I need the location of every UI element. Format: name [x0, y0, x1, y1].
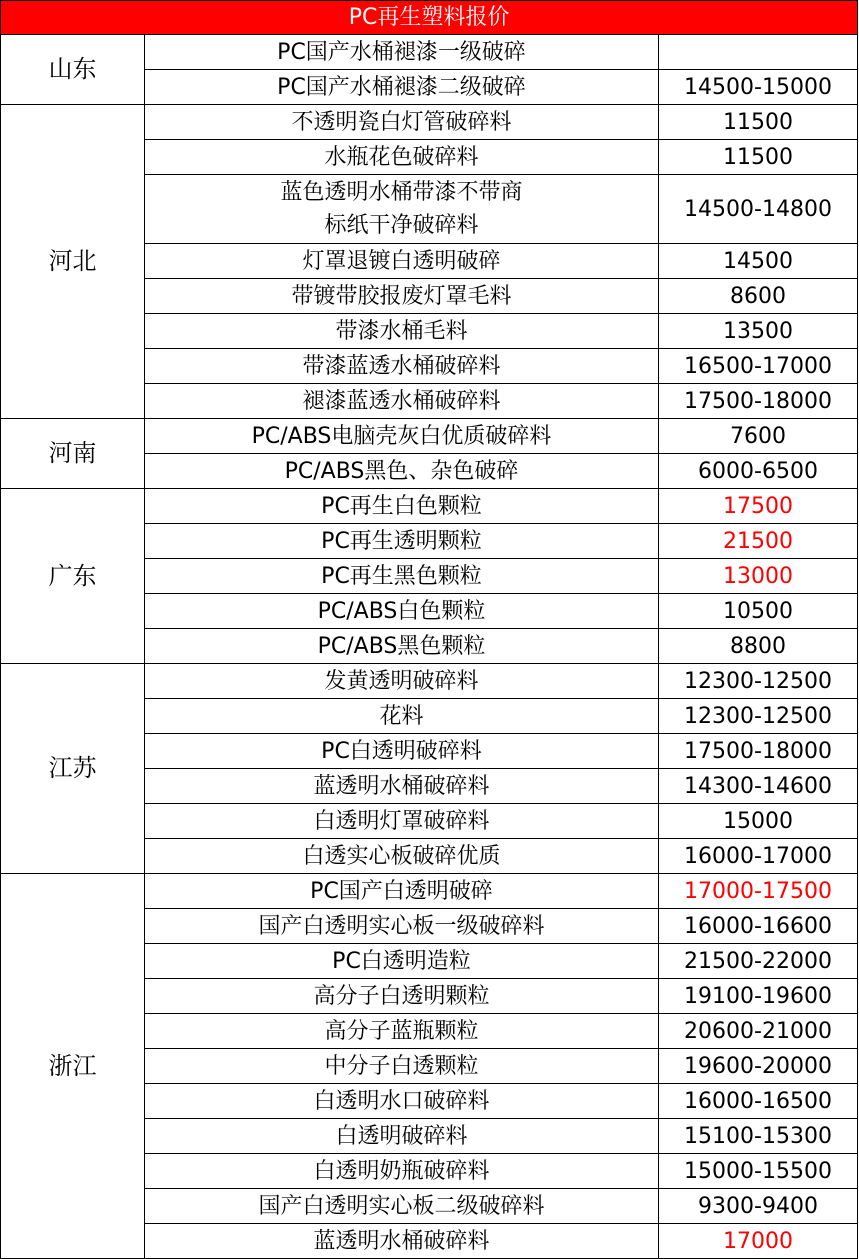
item-name: 花料	[145, 699, 659, 734]
item-name: 带镀带胶报废灯罩毛料	[145, 279, 659, 314]
item-name: PC国产白透明破碎	[145, 874, 659, 909]
item-name: PC白透明造粒	[145, 944, 659, 979]
item-name: 水瓶花色破碎料	[145, 140, 659, 175]
item-name: 带漆水桶毛料	[145, 314, 659, 349]
item-name: PC再生白色颗粒	[145, 489, 659, 524]
item-name: 白透明破碎料	[145, 1119, 659, 1154]
price-value: 12300-12500	[659, 699, 858, 734]
price-value: 7600	[659, 419, 858, 454]
price-value: 6000-6500	[659, 454, 858, 489]
price-value: 8800	[659, 629, 858, 664]
item-name: 发黄透明破碎料	[145, 664, 659, 699]
item-name: PC国产水桶褪漆二级破碎	[145, 70, 659, 105]
item-name-line: 标纸干净破碎料	[324, 213, 479, 238]
price-value: 14300-14600	[659, 769, 858, 804]
price-value: 19600-20000	[659, 1049, 858, 1084]
price-value: 17500	[659, 489, 858, 524]
region-cell: 河南	[1, 419, 145, 489]
price-value: 12300-12500	[659, 664, 858, 699]
price-value: 11500	[659, 140, 858, 175]
price-table-body	[1, 1, 858, 1259]
item-name: PC白透明破碎料	[145, 734, 659, 769]
item-name: 高分子蓝瓶颗粒	[145, 1014, 659, 1049]
price-value: 15000	[659, 804, 858, 839]
price-value: 17000-17500	[659, 874, 858, 909]
price-value: 20600-21000	[659, 1014, 858, 1049]
item-name: PC/ABS黑色、杂色破碎	[145, 454, 659, 489]
table-row	[1, 419, 858, 454]
table-row	[1, 35, 858, 70]
price-value: 17000	[659, 1224, 858, 1259]
table-title: PC再生塑料报价	[1, 1, 858, 35]
price-value: 19100-19600	[659, 979, 858, 1014]
item-name: 蓝透明水桶破碎料	[145, 769, 659, 804]
item-name: 蓝透明水桶破碎料	[145, 1224, 659, 1259]
price-value: 16000-16500	[659, 1084, 858, 1119]
region-cell: 广东	[1, 489, 145, 664]
price-value: 11500	[659, 105, 858, 140]
item-name: 国产白透明实心板一级破碎料	[145, 909, 659, 944]
price-value: 14500-15000	[659, 70, 858, 105]
price-value: 16000-16600	[659, 909, 858, 944]
item-name: 国产白透明实心板二级破碎料	[145, 1189, 659, 1224]
item-name: 不透明瓷白灯管破碎料	[145, 105, 659, 140]
price-value: 14500-14800	[659, 175, 858, 244]
item-name: 白透明水口破碎料	[145, 1084, 659, 1119]
table-row	[1, 105, 858, 140]
price-value: 15100-15300	[659, 1119, 858, 1154]
region-cell: 江苏	[1, 664, 145, 874]
price-value: 15000-15500	[659, 1154, 858, 1189]
price-value: 14500	[659, 244, 858, 279]
title-row	[1, 1, 858, 35]
price-value: 21500-22000	[659, 944, 858, 979]
item-name: PC/ABS黑色颗粒	[145, 629, 659, 664]
price-value: 17500-18000	[659, 734, 858, 769]
region-cell: 河北	[1, 105, 145, 419]
item-name: PC再生透明颗粒	[145, 524, 659, 559]
price-value: 13000	[659, 559, 858, 594]
item-name: 白透明灯罩破碎料	[145, 804, 659, 839]
item-name: 褪漆蓝透水桶破碎料	[145, 384, 659, 419]
item-name: 灯罩退镀白透明破碎	[145, 244, 659, 279]
price-value: 16500-17000	[659, 349, 858, 384]
item-name: PC/ABS白色颗粒	[145, 594, 659, 629]
price-value: 9300-9400	[659, 1189, 858, 1224]
item-name: 中分子白透颗粒	[145, 1049, 659, 1084]
price-value: 21500	[659, 524, 858, 559]
item-name: PC国产水桶褪漆一级破碎	[145, 35, 659, 70]
region-cell: 山东	[1, 35, 145, 105]
price-value: 17500-18000	[659, 384, 858, 419]
item-name: 带漆蓝透水桶破碎料	[145, 349, 659, 384]
table-row	[1, 874, 858, 909]
region-cell: 浙江	[1, 874, 145, 1259]
item-name-line: 蓝色透明水桶带漆不带商	[280, 180, 523, 205]
item-name	[145, 175, 659, 244]
price-value: 16000-17000	[659, 839, 858, 874]
item-name: 白透实心板破碎优质	[145, 839, 659, 874]
price-value	[659, 35, 858, 70]
item-name: 白透明奶瓶破碎料	[145, 1154, 659, 1189]
item-name: 高分子白透明颗粒	[145, 979, 659, 1014]
table-row	[1, 489, 858, 524]
price-value: 10500	[659, 594, 858, 629]
item-name: PC/ABS电脑壳灰白优质破碎料	[145, 419, 659, 454]
price-value: 8600	[659, 279, 858, 314]
price-value: 13500	[659, 314, 858, 349]
table-row	[1, 664, 858, 699]
item-name: PC再生黑色颗粒	[145, 559, 659, 594]
